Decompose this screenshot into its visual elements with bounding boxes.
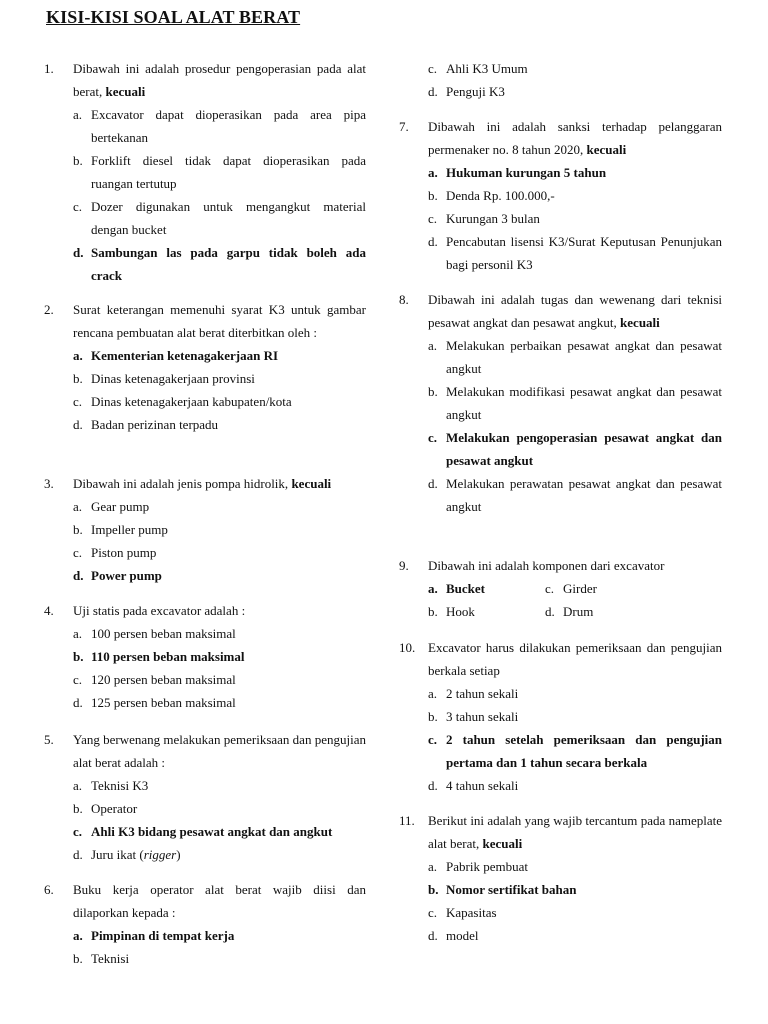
question-1	[44, 57, 366, 287]
question-text: Yang berwenang melakukan pemeriksaan dan pengujian alat berat adalah :	[73, 732, 366, 770]
question-6-continued	[399, 57, 722, 103]
option-b: b. 3 tahun sekali	[428, 709, 519, 724]
option-b: b. Dinas ketenagakerjaan provinsi	[73, 371, 255, 386]
option-a: a. 100 persen beban maksimal	[73, 626, 236, 641]
question-3	[44, 472, 366, 587]
option-a: a. Melakukan perbaikan pesawat angkat dan pesawat angkut	[428, 338, 722, 376]
keyword: kecuali	[586, 142, 627, 157]
option-d: d. 4 tahun sekali	[428, 778, 519, 793]
question-number: 1.	[44, 61, 54, 76]
question-text: Excavator harus dilakukan pemeriksaan dan pengujian berkala setiap	[428, 640, 722, 678]
question-text: Surat keterangan memenuhi syarat K3 untuk gambar rencana pembuatan alat berat diterbitkan oleh :	[73, 302, 366, 340]
question-6	[44, 878, 366, 970]
keyword: kecuali	[291, 476, 332, 491]
keyword: kecuali	[105, 84, 146, 99]
option-d: d. Badan perizinan terpadu	[73, 417, 219, 432]
option-a-answer: a. Kementerian ketenagakerjaan RI	[73, 348, 279, 363]
option-b-answer: b. Nomor sertifikat bahan	[428, 882, 577, 897]
option-a: a. Gear pump	[73, 499, 150, 514]
option-b: b. Forklift diesel tidak dapat dioperasikan pada ruangan tertutup	[73, 153, 366, 191]
question-text: Dibawah ini adalah sanksi terhadap pelanggaran permenaker no. 8 tahun 2020, kecuali	[428, 119, 722, 157]
question-number: 11.	[399, 813, 415, 828]
option-a-answer: a. Pimpinan di tempat kerja	[73, 928, 235, 943]
option-c-answer: c. 2 tahun setelah pemeriksaan dan pengujian pertama dan 1 tahun secara berkala	[428, 732, 722, 770]
document-title: KISI-KISI SOAL ALAT BERAT	[46, 7, 301, 27]
question-number: 10.	[399, 640, 416, 655]
option-c: c. Dinas ketenagakerjaan kabupaten/kota	[73, 394, 292, 409]
option-b: b. Operator	[73, 801, 138, 816]
option-a: a. 2 tahun sekali	[428, 686, 519, 701]
question-text: Dibawah ini adalah jenis pompa hidrolik, kecuali	[73, 476, 332, 491]
question-number: 6.	[44, 882, 54, 897]
option-b: b. Impeller pump	[73, 522, 168, 537]
question-number: 3.	[44, 476, 54, 491]
question-text: Uji statis pada excavator adalah :	[73, 603, 246, 618]
italic-term: rigger	[143, 847, 177, 862]
question-2	[44, 298, 366, 436]
option-c: c. Dozer digunakan untuk mengangkut material dengan bucket	[73, 199, 366, 237]
question-number: 4.	[44, 603, 54, 618]
option-a: a. Teknisi K3	[73, 778, 149, 793]
option-d: d. Drum	[545, 604, 594, 619]
option-c: c. 120 persen beban maksimal	[73, 672, 236, 687]
question-10	[399, 636, 722, 797]
option-c: c. Kurungan 3 bulan	[428, 211, 540, 226]
option-b: b. Melakukan modifikasi pesawat angkat dan pesawat angkut	[428, 384, 722, 422]
option-a-answer: a. Hukuman kurungan 5 tahun	[428, 165, 607, 180]
option-b: b. Hook	[428, 604, 475, 619]
question-number: 9.	[399, 558, 409, 573]
option-d: d. model	[428, 928, 479, 943]
question-number: 8.	[399, 292, 409, 307]
question-number: 2.	[44, 302, 54, 317]
option-c: c. Piston pump	[73, 545, 157, 560]
question-text: Dibawah ini adalah prosedur pengoperasian pada alat berat, kecuali	[73, 61, 366, 99]
option-d: d. Pencabutan lisensi K3/Surat Keputusan Penunjukan bagi personil K3	[428, 234, 722, 272]
keyword: kecuali	[482, 836, 523, 851]
keyword: kecuali	[620, 315, 660, 330]
option-a: a. Pabrik pembuat	[428, 859, 528, 874]
option-c: c. Ahli K3 Umum	[428, 61, 528, 76]
option-d: d. Penguji K3	[428, 84, 505, 99]
option-b: b. Denda Rp. 100.000,-	[428, 188, 555, 203]
question-9	[399, 554, 722, 623]
option-d: d. Juru ikat (rigger)	[73, 847, 181, 862]
question-number: 7.	[399, 119, 409, 134]
option-d-answer: d. Sambungan las pada garpu tidak boleh ada crack	[73, 245, 366, 283]
option-b-answer: b. 110 persen beban maksimal	[73, 649, 245, 664]
option-c: c. Girder	[545, 581, 597, 596]
option-d: d. Melakukan perawatan pesawat angkat dan pesawat angkut	[428, 476, 722, 514]
question-number: 5.	[44, 732, 54, 747]
question-text: Buku kerja operator alat berat wajib diisi dan dilaporkan kepada :	[73, 882, 366, 920]
question-8	[399, 288, 722, 518]
question-4	[44, 599, 366, 714]
question-text: Berikut ini adalah yang wajib tercantum pada nameplate alat berat, kecuali	[428, 813, 722, 851]
question-11	[399, 809, 722, 947]
question-5	[44, 728, 366, 866]
option-a: a. Excavator dapat dioperasikan pada area pipa bertekanan	[73, 107, 366, 145]
question-7	[399, 115, 722, 276]
question-text: Dibawah ini adalah komponen dari excavator	[428, 558, 665, 573]
option-d-answer: d. Power pump	[73, 568, 162, 583]
option-a-answer: a. Bucket	[428, 581, 485, 596]
option-c: c. Kapasitas	[428, 905, 497, 920]
option-c-answer: c. Ahli K3 bidang pesawat angkat dan angkut	[73, 824, 333, 839]
question-text: Dibawah ini adalah tugas dan wewenang dari teknisi pesawat angkat dan pesawat angkut, kecuali	[428, 292, 722, 330]
option-d: d. 125 persen beban maksimal	[73, 695, 236, 710]
option-c-answer: c. Melakukan pengoperasian pesawat angkat dan pesawat angkut	[428, 430, 722, 468]
option-b: b. Teknisi	[73, 951, 130, 966]
